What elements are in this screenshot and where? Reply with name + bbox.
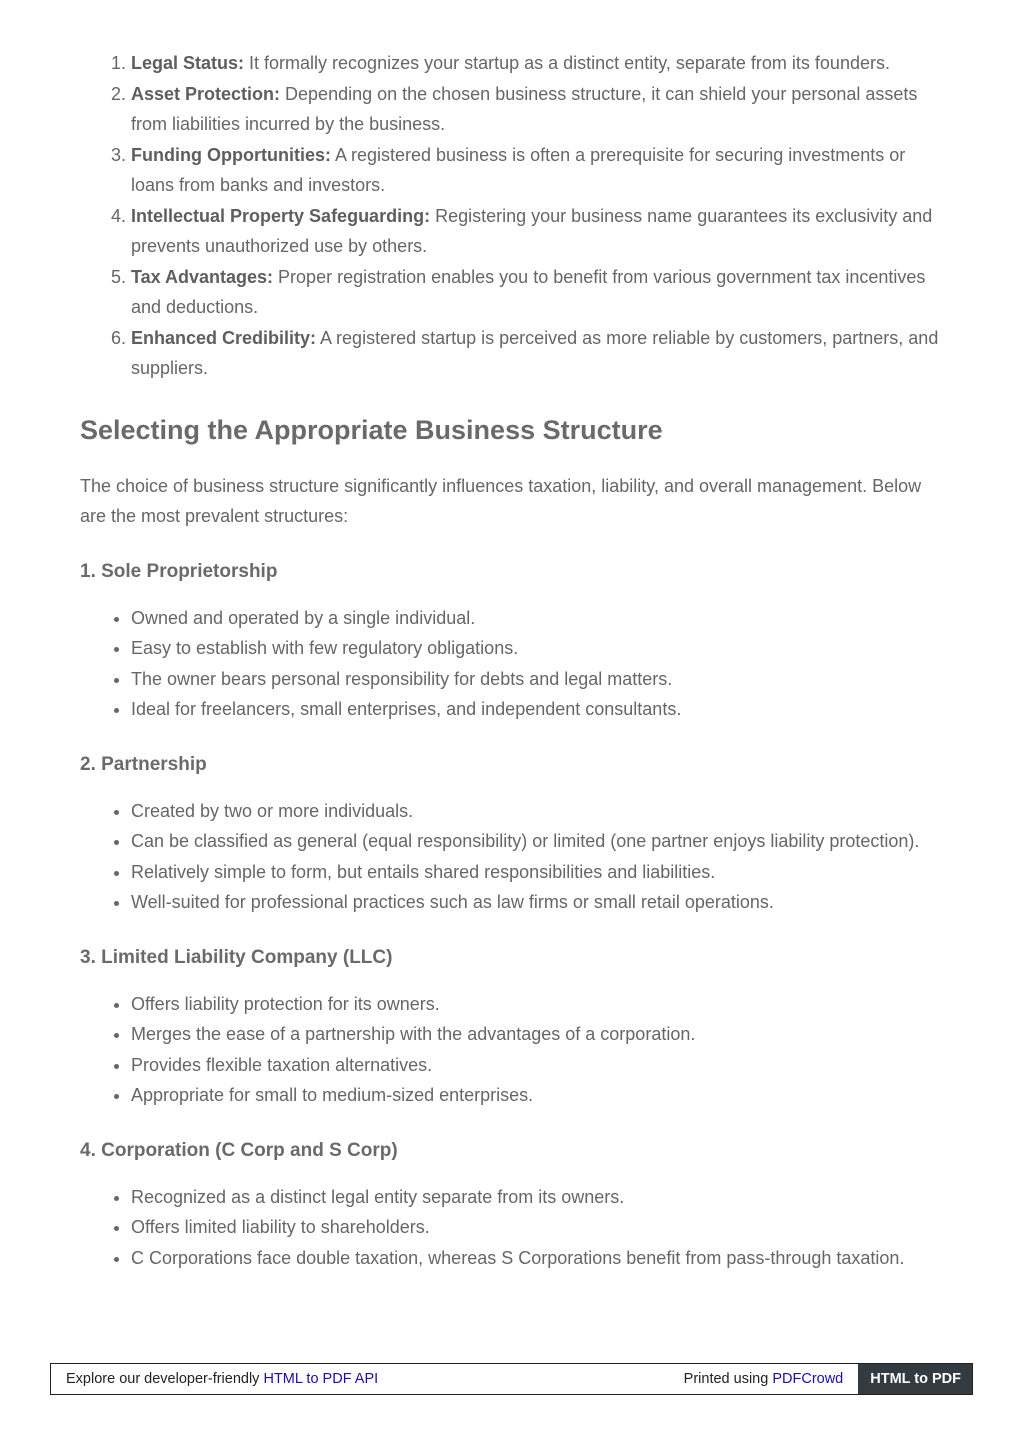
benefit-text: A registered business is often a prerequisite for securing investments or loans from banks and investors. [131, 144, 906, 195]
footer-explore-text: Explore our developer-friendly [66, 1371, 264, 1387]
list-item: • Offers limited liability to shareholders. [131, 1212, 950, 1243]
list-item [131, 140, 950, 201]
benefit-title: Intellectual Property Safeguarding: [131, 205, 431, 226]
benefit-title: Asset Protection: [131, 83, 281, 104]
document-content [80, 48, 950, 1273]
list-item: • Can be classified as general (equal responsibility) or limited (one partner enjoys liability protection). [131, 826, 950, 857]
list-item: • Well-suited for professional practices such as law firms or small retail operations. [131, 887, 950, 918]
html-to-pdf-api-link[interactable]: HTML to PDF API [263, 1371, 379, 1387]
list-item: • C Corporations face double taxation, whereas S Corporations benefit from pass-through taxation. [131, 1243, 950, 1274]
list-item: • Provides flexible taxation alternatives. [131, 1050, 950, 1081]
llc-list [80, 989, 950, 1111]
benefit-text: A registered startup is perceived as more reliable by customers, partners, and suppliers. [131, 327, 939, 378]
corporation-list [80, 1182, 950, 1274]
partnership-list [80, 796, 950, 918]
structure-heading-corporation: 4. Corporation (C Corp and S Corp) [80, 1139, 398, 1161]
list-item: • The owner bears personal responsibility for debts and legal matters. [131, 664, 950, 695]
benefit-text: Proper registration enables you to benefit from various government tax incentives and deductions. [131, 266, 926, 317]
list-item: • Appropriate for small to medium-sized enterprises. [131, 1080, 950, 1111]
pdf-footer-banner [50, 1363, 973, 1395]
list-item: • Owned and operated by a single individual. [131, 603, 950, 634]
list-item [131, 323, 950, 384]
list-item: • Ideal for freelancers, small enterprises, and independent consultants. [131, 694, 950, 725]
list-item: • Relatively simple to form, but entails shared responsibilities and liabilities. [131, 857, 950, 888]
benefit-text: Registering your business name guarantees its exclusivity and prevents unauthorized use by others. [131, 205, 933, 256]
benefit-text: It formally recognizes your startup as a distinct entity, separate from its founders. [244, 53, 890, 73]
structure-heading-llc: 3. Limited Liability Company (LLC) [80, 946, 393, 968]
benefit-title: Tax Advantages: [131, 266, 274, 287]
section-heading: Selecting the Appropriate Business Structure [80, 414, 663, 445]
benefit-title: Funding Opportunities: [131, 144, 331, 165]
list-item [131, 201, 950, 262]
html-to-pdf-button[interactable]: HTML to PDF [858, 1364, 972, 1394]
structure-heading-sole-proprietorship: 1. Sole Proprietorship [80, 560, 278, 582]
footer-printed [684, 1371, 859, 1387]
list-item [131, 48, 950, 79]
sole-proprietorship-list [80, 603, 950, 725]
list-item: • Recognized as a distinct legal entity separate from its owners. [131, 1182, 950, 1213]
benefits-list [80, 48, 950, 384]
benefit-text: Depending on the chosen business structure, it can shield your personal assets from liabilities incurred by the business. [131, 83, 918, 134]
list-item [131, 79, 950, 140]
list-item: • Merges the ease of a partnership with the advantages of a corporation. [131, 1019, 950, 1050]
benefit-title: Enhanced Credibility: [131, 327, 317, 348]
pdfcrowd-link[interactable]: PDFCrowd [772, 1371, 844, 1387]
structure-heading-partnership: 2. Partnership [80, 753, 207, 775]
footer-printed-text: Printed using [683, 1371, 773, 1387]
list-item: • Offers liability protection for its owners. [131, 989, 950, 1020]
footer-explore [51, 1371, 684, 1387]
benefit-title: Legal Status: [131, 53, 245, 73]
list-item: • Created by two or more individuals. [131, 796, 950, 827]
list-item [131, 262, 950, 323]
section-intro: The choice of business structure significantly influences taxation, liability, and overall management. Below are the most prevalent structures: [80, 475, 922, 526]
list-item: • Easy to establish with few regulatory obligations. [131, 633, 950, 664]
